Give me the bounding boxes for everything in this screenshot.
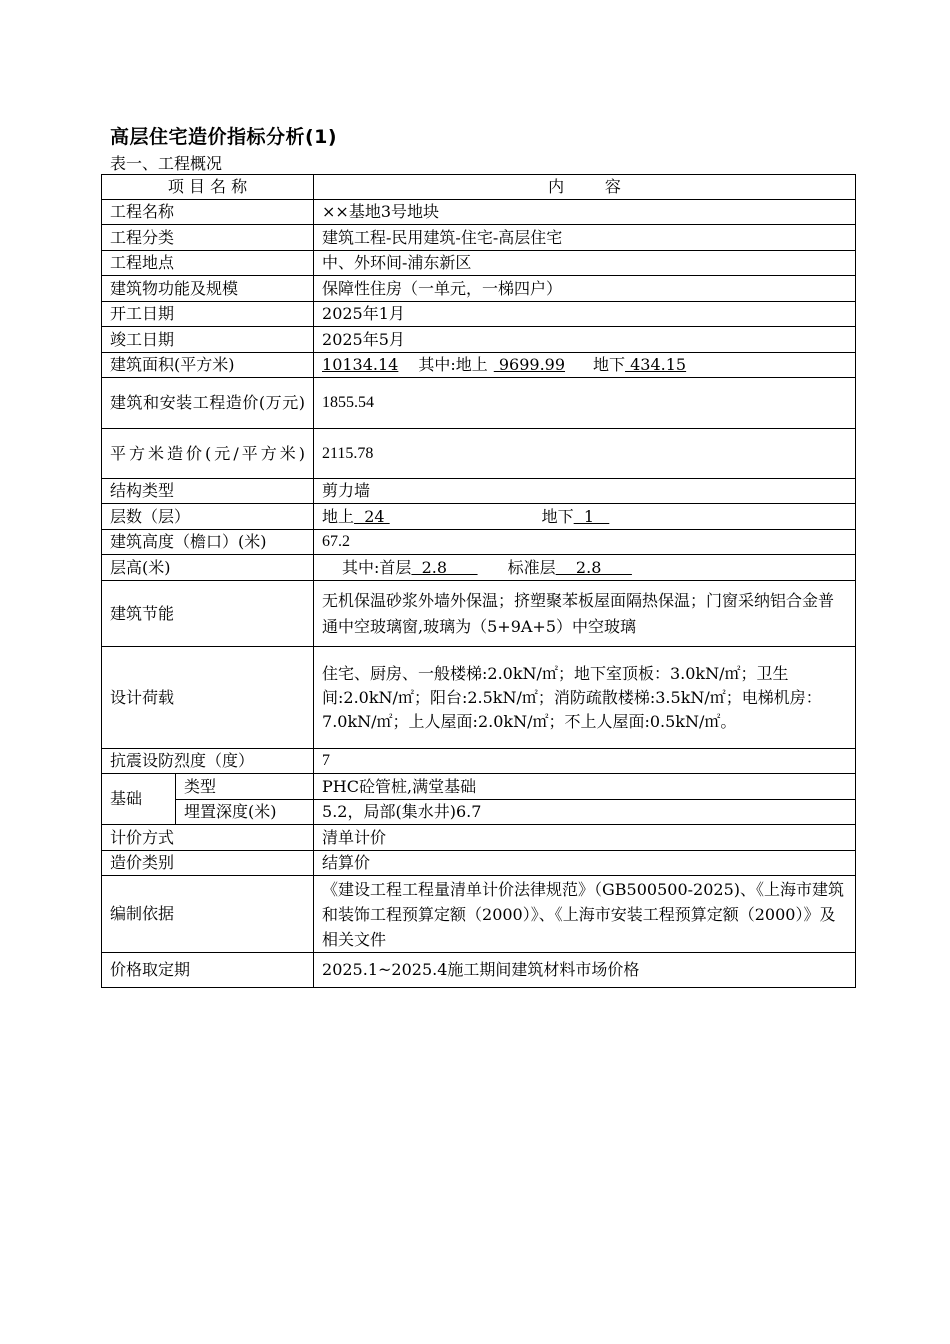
table-caption: 表一、工程概况 [110, 154, 223, 173]
header-item: 项 目 名 称 [102, 175, 314, 200]
table-row [102, 200, 856, 225]
table-row [102, 504, 856, 530]
floors-above: 24 [354, 506, 390, 526]
row-label: 竣工日期 [102, 327, 314, 353]
row-value: ××基地3号地块 [314, 200, 856, 225]
row-label: 计价方式 [102, 825, 314, 851]
row-label: 工程地点 [102, 251, 314, 276]
table-row [102, 876, 856, 953]
header-content: 内 容 [314, 175, 856, 200]
row-value: 7 [314, 749, 856, 774]
row-value: 2025.1~2025.4施工期间建筑材料市场价格 [314, 953, 856, 988]
document-title: 高层住宅造价指标分析(1) [110, 126, 338, 148]
row-value: 剪力墙 [314, 479, 856, 504]
row-label: 抗震设防烈度（度） [102, 749, 314, 774]
row-label: 工程分类 [102, 225, 314, 251]
table-row [102, 851, 856, 876]
table-row [102, 555, 856, 581]
area-above: 9699.99 [493, 355, 566, 374]
row-label: 基础 [102, 774, 176, 825]
row-value: 清单计价 [314, 825, 856, 851]
row-label: 层数（层） [102, 504, 314, 530]
row-label: 建筑面积(平方米) [102, 353, 314, 378]
row-value: 住宅、厨房、一般楼梯:2.0kN/㎡；地下室顶板：3.0kN/㎡；卫生间:2.0kN/㎡；阳台:2.5kN/㎡；消防疏散楼梯:3.5kN/㎡；电梯机房：7.0kN/㎡；上人屋面:2.0kN/㎡；不上人屋面:0.5kN/㎡。 [314, 647, 856, 749]
row-label: 工程名称 [102, 200, 314, 225]
row-value: 中、外环间-浦东新区 [314, 251, 856, 276]
row-label: 编制依据 [102, 876, 314, 953]
table-row [102, 327, 856, 353]
area-above-label: 其中:地上 [418, 355, 488, 374]
table-row [102, 581, 856, 647]
row-value: 2115.78 [314, 429, 856, 479]
row-value: 结算价 [314, 851, 856, 876]
table-row [102, 429, 856, 479]
table-row [102, 353, 856, 378]
row-value: 建筑工程-民用建筑-住宅-高层住宅 [314, 225, 856, 251]
table-row [102, 302, 856, 327]
floors-below: 1 [573, 506, 610, 526]
table-row [102, 276, 856, 302]
row-label: 建筑和安装工程造价(万元) [102, 378, 314, 429]
table-row [102, 953, 856, 988]
standard-floor-height: 2.8 [555, 557, 632, 577]
table-row [102, 774, 856, 800]
floors-above-label: 地上 [322, 506, 355, 526]
foundation-type-label: 类型 [176, 774, 314, 800]
row-value: 1855.54 [314, 378, 856, 429]
table-row [102, 530, 856, 555]
standard-floor-label: 标准层 [507, 557, 556, 577]
table-row [102, 749, 856, 774]
foundation-type: PHC砼管桩,满堂基础 [314, 774, 856, 800]
area-total: 10134.14 [322, 355, 399, 374]
row-label: 建筑物功能及规模 [102, 276, 314, 302]
row-label: 建筑节能 [102, 581, 314, 647]
first-floor-height: 2.8 [411, 557, 478, 577]
row-label: 平方米造价(元/平方米) [102, 429, 314, 479]
area-below: 434.15 [625, 355, 687, 374]
table-row [102, 378, 856, 429]
table-row [102, 251, 856, 276]
row-value: 保障性住房（一单元，一梯四户） [314, 276, 856, 302]
table-row [102, 825, 856, 851]
row-label: 层高(米) [102, 555, 314, 581]
row-value: 2025年5月 [314, 327, 856, 353]
row-label: 造价类别 [102, 851, 314, 876]
table-header-row [102, 175, 856, 200]
row-label: 设计荷载 [102, 647, 314, 749]
foundation-depth-label: 埋置深度(米) [176, 800, 314, 825]
row-label: 开工日期 [102, 302, 314, 327]
table-row [102, 479, 856, 504]
row-value: 67.2 [314, 530, 856, 555]
row-value [314, 504, 856, 530]
table-row [102, 800, 856, 825]
project-overview-table [101, 174, 856, 988]
table-row [102, 647, 856, 749]
row-value [314, 353, 856, 378]
row-value [314, 555, 856, 581]
row-value: 无机保温砂浆外墙外保温；挤塑聚苯板屋面隔热保温；门窗采纳铝合金普通中空玻璃窗,玻璃为（5+9A+5）中空玻璃 [314, 581, 856, 647]
foundation-depth: 5.2，局部(集水井)6.7 [314, 800, 856, 825]
row-label: 建筑高度（檐口）(米) [102, 530, 314, 555]
row-value: 2025年1月 [314, 302, 856, 327]
row-label: 价格取定期 [102, 953, 314, 988]
first-floor-label: 其中:首层 [342, 557, 412, 577]
row-label: 结构类型 [102, 479, 314, 504]
row-value: 《建设工程工程量清单计价法律规范》（GB500500-2025)、《上海市建筑和装饰工程预算定额（2000）》、《上海市安装工程预算定额（2000）》及相关文件 [314, 876, 856, 953]
table-row [102, 225, 856, 251]
area-below-label: 地下 [593, 355, 626, 374]
floors-below-label: 地下 [541, 506, 574, 526]
